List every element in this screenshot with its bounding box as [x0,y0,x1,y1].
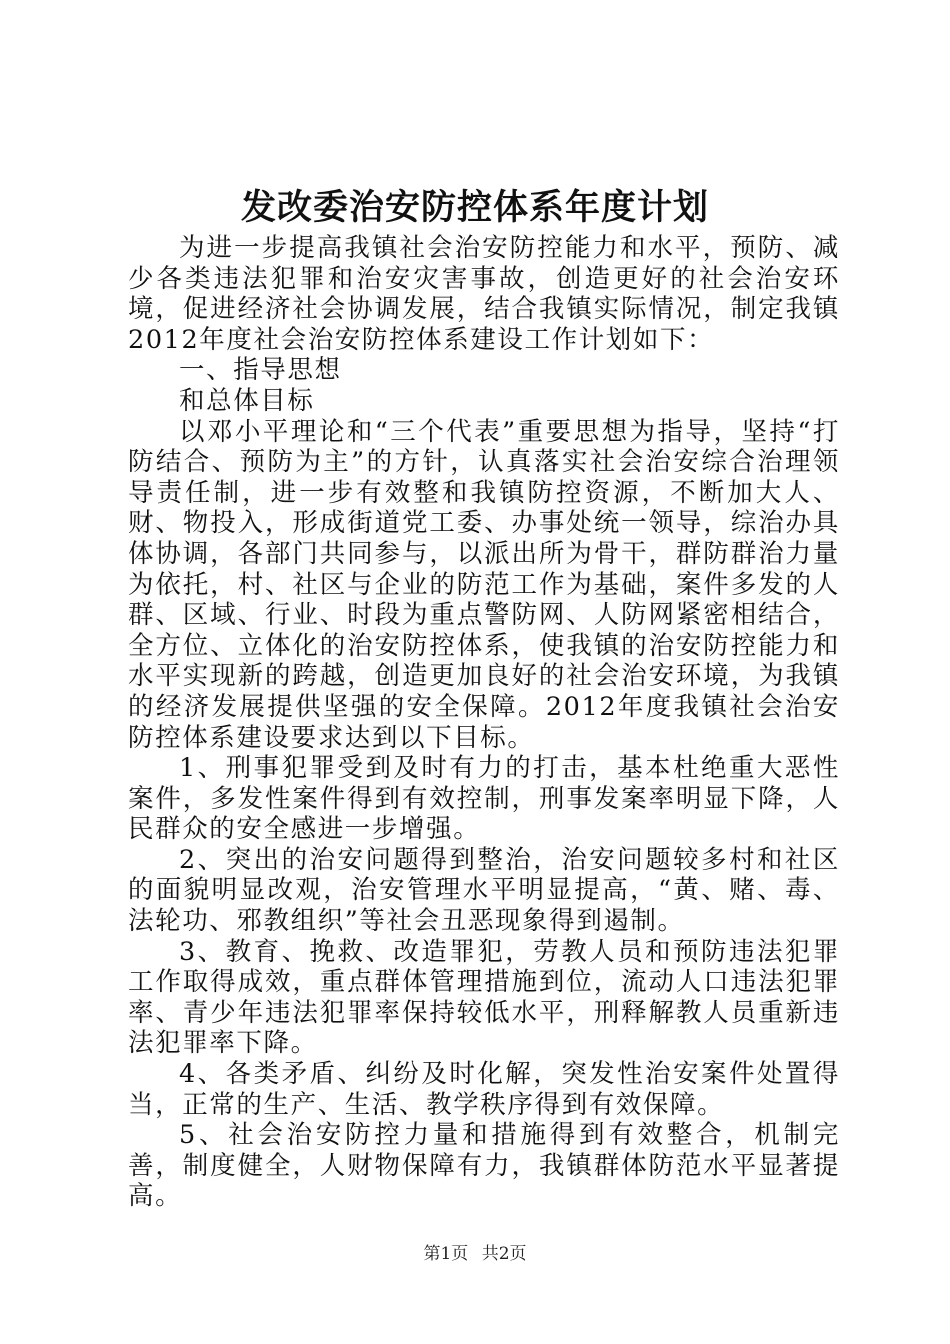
section-heading-overall-goal: 和总体目标 [179,385,315,416]
page-number-current: 第1页 [423,1244,469,1264]
document-title: 发改委治安防控体系年度计划 [240,188,709,228]
paragraph-goal-1: 1、刑事犯罪受到及时有力的打击，基本杜绝重大恶性案件，多发性案件得到有效控制，刑事发案率明显下降，人民群众的安全感进一步增强。 [128,753,840,845]
paragraph-guidance: 以邓小平理论和“三个代表”重要思想为指导，坚持“打防结合、预防为主”的方针，认真落实社会治安综合治理领导责任制，进一步有效整和我镇防控资源，不断加大人、财、物投入，形成街道党工委、办事处统一领导，综治办具体协调，各部门共同参与，以派出所为骨干，群防群治力量为依托，村、社区与企业的防范工作为基础，案件多发的人群、区域、行业、时段为重点警防网、人防网紧密相结合，全方位、立体化的治安防控体系，使我镇的治安防控能力和水平实现新的跨越，创造更加良好的社会治安环境，为我镇的经济发展提供坚强的安全保障。2012年度我镇社会治安防控体系建设要求达到以下目标。 [128,416,840,753]
paragraph-intro: 为进一步提高我镇社会治安防控能力和水平，预防、减少各类违法犯罪和治安灾害事故，创造更好的社会治安环境，促进经济社会协调发展，结合我镇实际情况，制定我镇2012年度社会治安防控体系建设工作计划如下： [128,233,840,355]
page-number-total: 共2页 [481,1244,527,1264]
page-footer [0,1242,950,1266]
section-heading-guiding-thought: 一、指导思想 [179,355,342,386]
paragraph-goal-5: 5、社会治安防控力量和措施得到有效整合，机制完善，制度健全，人财物保障有力，我镇群体防范水平显著提高。 [128,1120,840,1212]
document-body [128,233,840,1212]
paragraph-goal-4: 4、各类矛盾、纠纷及时化解，突发性治安案件处置得当，正常的生产、生活、教学秩序得到有效保障。 [128,1059,840,1120]
paragraph-goal-3: 3、教育、挽救、改造罪犯，劳教人员和预防违法犯罪工作取得成效，重点群体管理措施到位，流动人口违法犯罪率、青少年违法犯罪率保持较低水平，刑释解教人员重新违法犯罪率下降。 [128,936,840,1059]
paragraph-goal-2: 2、突出的治安问题得到整治，治安问题较多村和社区的面貌明显改观，治安管理水平明显提高，“黄、赌、毒、法轮功、邪教组织”等社会丑恶现象得到遏制。 [128,844,840,937]
